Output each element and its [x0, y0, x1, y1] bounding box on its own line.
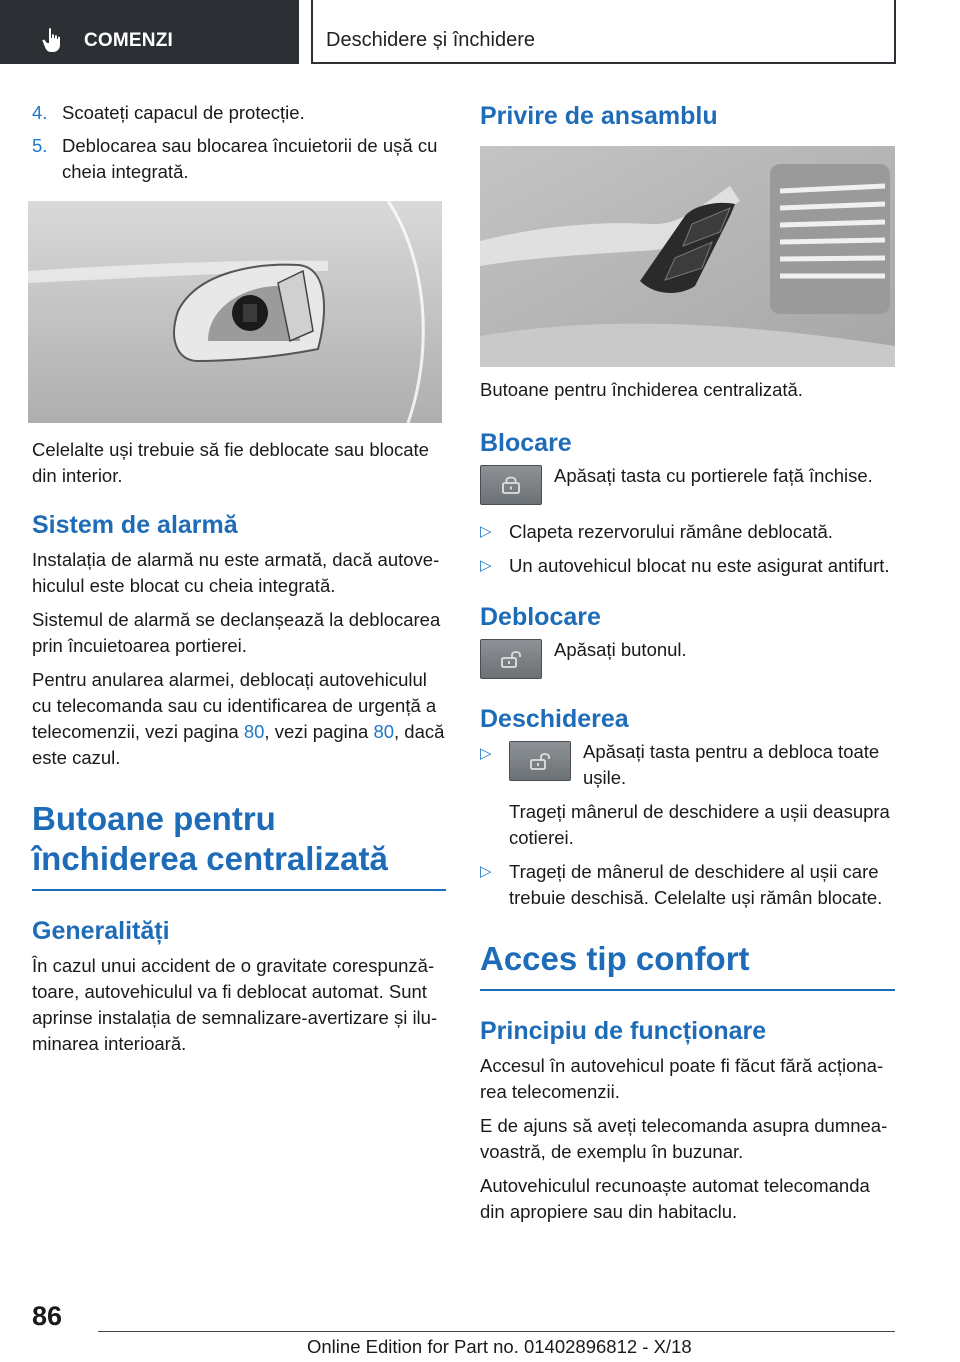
open-follow-text: Trageți mânerul de deschidere a ușii deasupra cotierei.	[509, 801, 890, 848]
bullet-text: Trageți de mânerul de deschidere al ușii care trebuie deschisă. Celelalte uși rămân blocate.	[509, 861, 883, 908]
page-link-80[interactable]: 80	[243, 721, 265, 742]
page-number: 86	[32, 1301, 63, 1331]
comfort-paragraph-2: E de ajuns să aveți telecomanda asupra dumneavoastră, de exemplu în buzunar.	[480, 1115, 888, 1162]
step-4	[32, 100, 446, 126]
central-locking-heading: Butoane pentru închiderea centralizată	[32, 800, 388, 877]
unlock-heading: Deblocare	[480, 603, 601, 631]
lock-bullet-1	[480, 519, 895, 545]
open-bullet-1	[480, 741, 895, 851]
alarm-text-b: , vezi pagina	[264, 721, 374, 742]
step-text: Scoateți capacul de protecție.	[62, 102, 305, 123]
step-5	[32, 133, 446, 185]
right-column	[480, 100, 895, 1233]
alarm-text-c: , dacă este cazul.	[32, 721, 445, 768]
unlock-button-image	[480, 639, 542, 679]
bullet-text: Clapeta rezervorului rămâne deblocată.	[509, 521, 833, 542]
lock-button-image	[480, 465, 542, 505]
bullet-text: Un autovehicul blocat nu este asigurat antifurt.	[509, 555, 890, 576]
left-column	[32, 100, 446, 1065]
lock-bullet-2	[480, 553, 895, 579]
bullet-triangle-icon: ▷	[480, 523, 492, 540]
step-number: 5.	[32, 135, 48, 156]
bullet-triangle-icon: ▷	[480, 557, 492, 574]
alarm-paragraph-3	[32, 667, 446, 771]
heading-divider	[32, 889, 446, 891]
section-label: COMENZI	[84, 30, 174, 51]
open-bullet-2	[480, 859, 895, 911]
step-number: 4.	[32, 102, 48, 123]
comfort-paragraph-3: Autovehiculul recunoaște automat telecomanda din apropiere sau din habitaclu.	[480, 1175, 870, 1222]
open-icon-row	[509, 741, 895, 791]
general-heading: Generalități	[32, 917, 170, 945]
chapter-title: Deschidere și închidere	[326, 29, 535, 51]
general-text: În cazul unui accident de o gravitate corespunzătoare, autovehiculul va fi deblocat automat. Sunt aprinse instalația de semnalizare-avertizare și iluminarea interioară.	[32, 955, 438, 1054]
alarm-text-a: Pentru anularea alarmei, deblocați autovehiculul cu telecomanda sau cu identificarea de urgență a telecomenzii, vezi pagina	[32, 669, 437, 742]
lock-open-icon	[529, 751, 551, 771]
bullet-triangle-icon: ▷	[480, 863, 492, 880]
lock-instruction	[480, 465, 895, 505]
unlock-instruction	[480, 639, 895, 679]
footer-edition: Online Edition for Part no. 01402896812 - X/18	[307, 1336, 692, 1357]
heading-divider	[480, 989, 895, 991]
lock-closed-icon	[500, 475, 522, 495]
section-tab	[0, 0, 299, 64]
principle-heading: Principiu de funcționare	[480, 1017, 767, 1045]
alarm-paragraph-1: Instalația de alarmă nu este armată, dacă autovehiculul este blocat cu cheia integrată.	[32, 549, 440, 596]
lock-heading: Blocare	[480, 429, 572, 457]
open-heading: Deschiderea	[480, 705, 629, 733]
step-text: Deblocarea sau blocarea încuietorii de ușă cu cheia integrată.	[62, 135, 438, 182]
alarm-paragraph-2: Sistemul de alarmă se declanșează la deblocarea prin încuietoarea portierei.	[32, 609, 441, 656]
chapter-box	[311, 0, 896, 64]
bullet-content	[509, 741, 895, 851]
page-header	[0, 0, 960, 66]
alarm-heading: Sistem de alarmă	[32, 511, 238, 539]
page-link-80[interactable]: 80	[373, 721, 395, 742]
footer-divider	[98, 1331, 895, 1332]
bullet-triangle-icon: ▷	[480, 745, 492, 762]
lock-open-icon	[500, 649, 522, 669]
after-photo-text: Celelalte uși trebuie să fie deblocate sau blocate din interior.	[32, 439, 429, 486]
lock-instruction-text: Apăsați tasta cu portierele față închise.	[554, 465, 873, 486]
comfort-access-heading: Acces tip confort	[480, 940, 750, 977]
overview-heading: Privire de ansamblu	[480, 102, 718, 130]
overview-caption: Butoane pentru închiderea centralizată.	[480, 379, 803, 400]
interior-buttons-photo	[480, 146, 895, 367]
unlock-button-image	[509, 741, 571, 781]
open-instruction-text: Apăsați tasta pentru a debloca toate ușile.	[583, 741, 880, 788]
comfort-paragraph-1: Accesul în autovehicul poate fi făcut fără acționarea telecomenzii.	[480, 1055, 884, 1102]
hand-pointer-icon	[40, 27, 68, 53]
unlock-instruction-text: Apăsați butonul.	[554, 639, 687, 660]
door-lock-photo	[28, 201, 442, 423]
